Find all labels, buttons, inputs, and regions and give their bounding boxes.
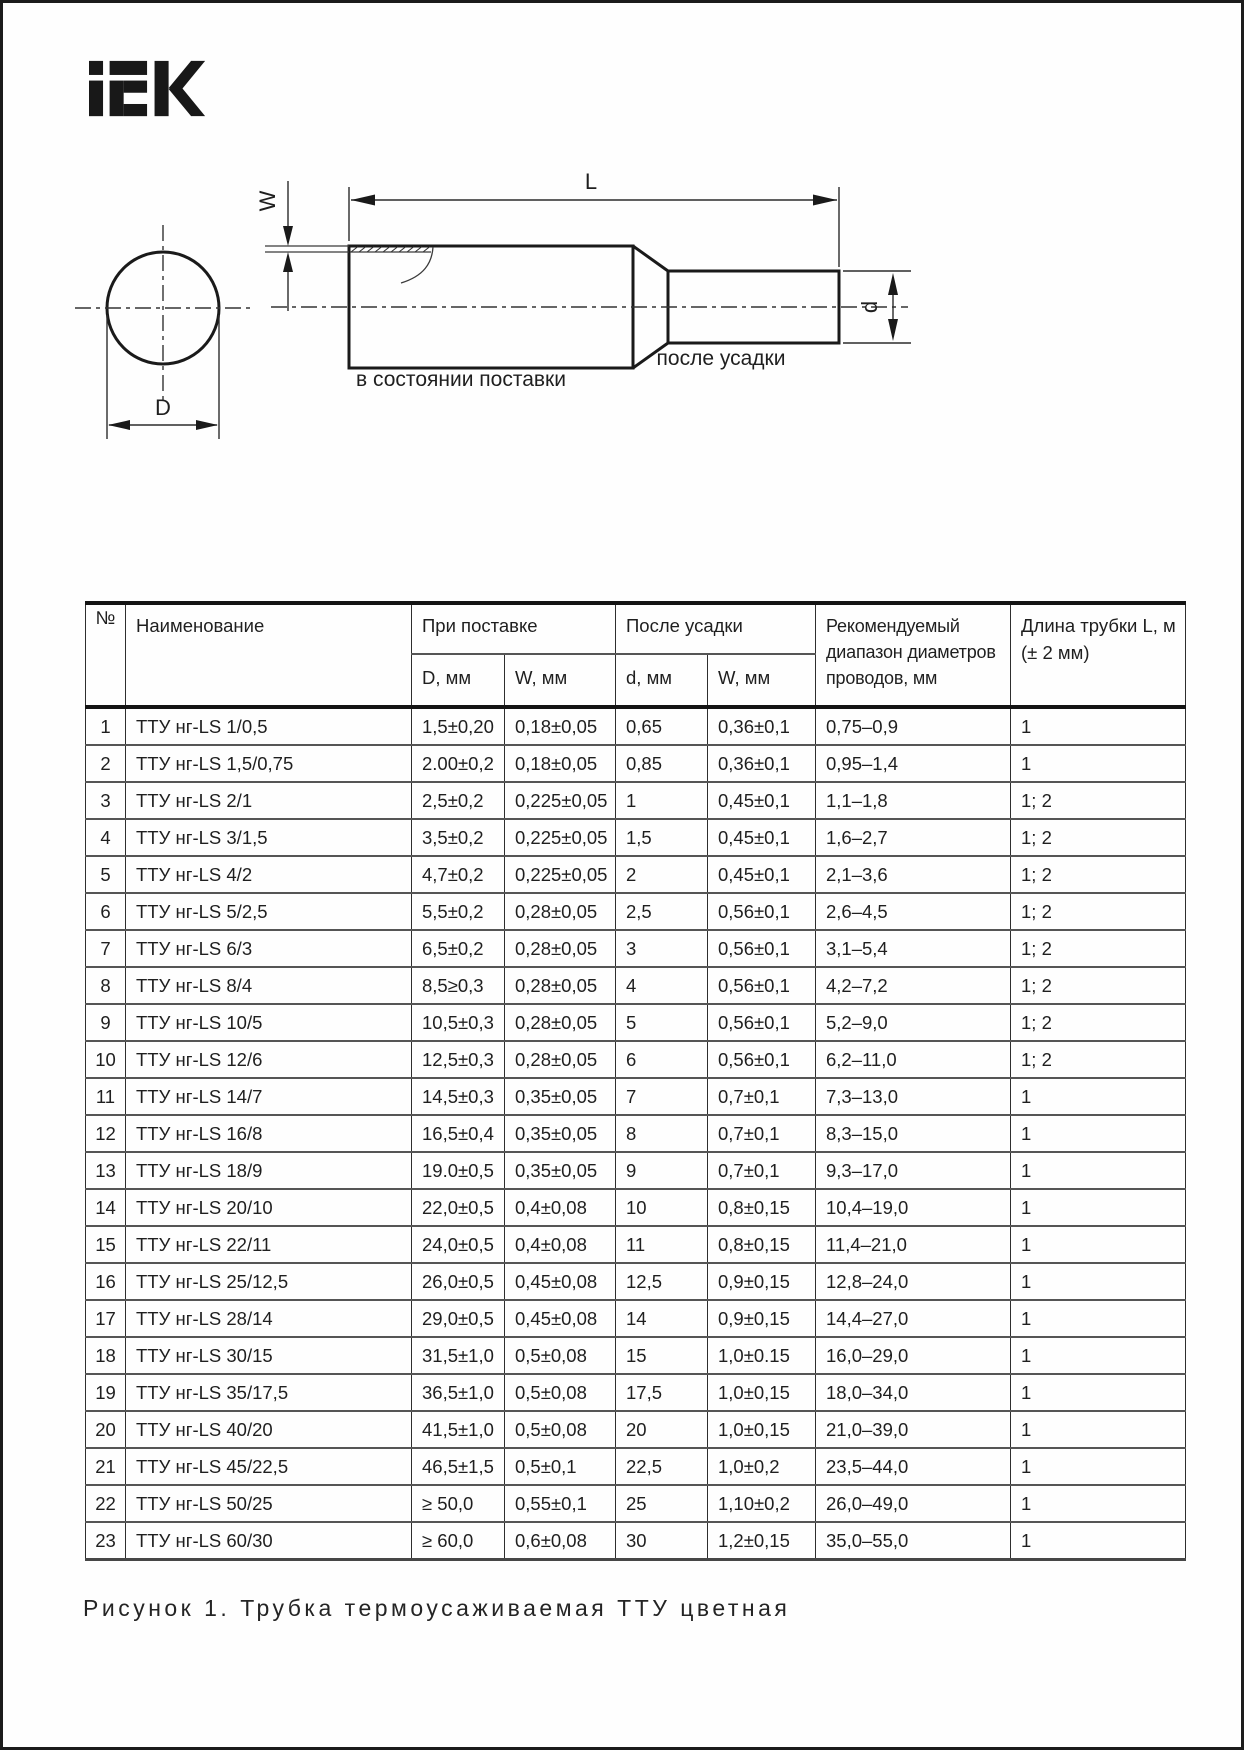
table-cell-W2: 1,10±0,2 xyxy=(708,1485,816,1522)
table-cell-name: ТТУ нг-LS 30/15 xyxy=(126,1337,412,1374)
table-cell-length: 1 xyxy=(1011,1189,1186,1226)
table-cell-W1: 0,28±0,05 xyxy=(505,1041,616,1078)
table-cell-W2: 0,36±0,1 xyxy=(708,707,816,745)
table-cell-range: 26,0–49,0 xyxy=(816,1485,1011,1522)
table-cell-num: 11 xyxy=(86,1078,126,1115)
table-cell-d: 2 xyxy=(616,856,708,893)
table-row xyxy=(86,745,1186,782)
table-cell-D: 22,0±0,5 xyxy=(412,1189,505,1226)
table-row xyxy=(86,1300,1186,1337)
header-num: № xyxy=(86,603,126,707)
table-cell-W1: 0,28±0,05 xyxy=(505,1004,616,1041)
header-D-mm: D, мм xyxy=(412,654,505,707)
table-cell-W1: 0,35±0,05 xyxy=(505,1078,616,1115)
table-cell-D: 29,0±0,5 xyxy=(412,1300,505,1337)
header-group-delivery: При поставке xyxy=(412,603,616,654)
spec-table-head xyxy=(86,603,1186,707)
table-cell-W1: 0,28±0,05 xyxy=(505,967,616,1004)
header-d-mm: d, мм xyxy=(616,654,708,707)
table-cell-W1: 0,18±0,05 xyxy=(505,745,616,782)
table-cell-W1: 0,4±0,08 xyxy=(505,1226,616,1263)
table-cell-W2: 0,7±0,1 xyxy=(708,1152,816,1189)
table-cell-range: 0,95–1,4 xyxy=(816,745,1011,782)
table-cell-D: 2.00±0,2 xyxy=(412,745,505,782)
table-cell-W2: 1,0±0,2 xyxy=(708,1448,816,1485)
table-cell-range: 11,4–21,0 xyxy=(816,1226,1011,1263)
table-row xyxy=(86,1078,1186,1115)
table-cell-W1: 0,5±0,08 xyxy=(505,1337,616,1374)
table-cell-d: 3 xyxy=(616,930,708,967)
table-row xyxy=(86,1337,1186,1374)
d-big-label: D xyxy=(155,395,171,420)
table-cell-length: 1 xyxy=(1011,1226,1186,1263)
table-cell-name: ТТУ нг-LS 60/30 xyxy=(126,1522,412,1560)
table-cell-W1: 0,5±0,08 xyxy=(505,1411,616,1448)
table-row xyxy=(86,1485,1186,1522)
table-cell-name: ТТУ нг-LS 35/17,5 xyxy=(126,1374,412,1411)
table-cell-D: 10,5±0,3 xyxy=(412,1004,505,1041)
table-cell-length: 1 xyxy=(1011,1300,1186,1337)
w-label: W xyxy=(255,190,280,212)
table-row xyxy=(86,1411,1186,1448)
table-cell-range: 1,1–1,8 xyxy=(816,782,1011,819)
table-cell-d: 15 xyxy=(616,1337,708,1374)
table-cell-d: 12,5 xyxy=(616,1263,708,1300)
table-cell-d: 25 xyxy=(616,1485,708,1522)
table-row xyxy=(86,1152,1186,1189)
table-cell-W2: 0,7±0,1 xyxy=(708,1078,816,1115)
table-cell-length: 1; 2 xyxy=(1011,782,1186,819)
table-cell-num: 10 xyxy=(86,1041,126,1078)
table-cell-W1: 0,45±0,08 xyxy=(505,1300,616,1337)
table-cell-W1: 0,18±0,05 xyxy=(505,707,616,745)
table-cell-range: 12,8–24,0 xyxy=(816,1263,1011,1300)
table-cell-length: 1 xyxy=(1011,1448,1186,1485)
table-cell-name: ТТУ нг-LS 1/0,5 xyxy=(126,707,412,745)
table-cell-W1: 0,6±0,08 xyxy=(505,1522,616,1560)
tube-diagram xyxy=(3,143,1244,473)
table-cell-D: 4,7±0,2 xyxy=(412,856,505,893)
header-group-after: После усадки xyxy=(616,603,816,654)
table-cell-num: 4 xyxy=(86,819,126,856)
taper-top xyxy=(633,246,668,271)
table-cell-range: 8,3–15,0 xyxy=(816,1115,1011,1152)
table-cell-W1: 0,35±0,05 xyxy=(505,1115,616,1152)
header-wire-range: Рекомендуемый диапазон диаметров проводов, мм xyxy=(816,603,1011,707)
table-cell-name: ТТУ нг-LS 10/5 xyxy=(126,1004,412,1041)
table-cell-W1: 0,45±0,08 xyxy=(505,1263,616,1300)
table-cell-name: ТТУ нг-LS 40/20 xyxy=(126,1411,412,1448)
table-cell-num: 6 xyxy=(86,893,126,930)
table-cell-name: ТТУ нг-LS 5/2,5 xyxy=(126,893,412,930)
table-cell-D: 8,5≥0,3 xyxy=(412,967,505,1004)
table-cell-name: ТТУ нг-LS 3/1,5 xyxy=(126,819,412,856)
table-cell-name: ТТУ нг-LS 2/1 xyxy=(126,782,412,819)
table-cell-d: 6 xyxy=(616,1041,708,1078)
table-row xyxy=(86,856,1186,893)
table-cell-length: 1 xyxy=(1011,1152,1186,1189)
table-cell-name: ТТУ нг-LS 1,5/0,75 xyxy=(126,745,412,782)
table-cell-name: ТТУ нг-LS 4/2 xyxy=(126,856,412,893)
table-cell-d: 11 xyxy=(616,1226,708,1263)
table-cell-W1: 0,35±0,05 xyxy=(505,1152,616,1189)
table-cell-num: 8 xyxy=(86,967,126,1004)
table-cell-range: 2,6–4,5 xyxy=(816,893,1011,930)
table-cell-name: ТТУ нг-LS 16/8 xyxy=(126,1115,412,1152)
table-cell-range: 7,3–13,0 xyxy=(816,1078,1011,1115)
spec-table xyxy=(85,601,1186,1561)
iek-logo xyxy=(89,59,207,119)
table-cell-W1: 0,5±0,08 xyxy=(505,1374,616,1411)
table-cell-D: 41,5±1,0 xyxy=(412,1411,505,1448)
table-cell-W2: 0,8±0,15 xyxy=(708,1189,816,1226)
table-cell-D: 12,5±0,3 xyxy=(412,1041,505,1078)
table-cell-length: 1; 2 xyxy=(1011,893,1186,930)
table-cell-num: 18 xyxy=(86,1337,126,1374)
table-cell-W2: 0,8±0,15 xyxy=(708,1226,816,1263)
table-cell-W2: 0,36±0,1 xyxy=(708,745,816,782)
table-cell-W2: 1,0±0,15 xyxy=(708,1374,816,1411)
table-cell-D: 3,5±0,2 xyxy=(412,819,505,856)
table-cell-W2: 1,0±0,15 xyxy=(708,1411,816,1448)
logo-letter-i xyxy=(89,61,103,116)
table-row xyxy=(86,1263,1186,1300)
table-cell-D: 1,5±0,20 xyxy=(412,707,505,745)
table-cell-num: 3 xyxy=(86,782,126,819)
table-cell-W1: 0,5±0,1 xyxy=(505,1448,616,1485)
table-cell-W2: 0,9±0,15 xyxy=(708,1300,816,1337)
table-cell-length: 1 xyxy=(1011,1522,1186,1560)
table-row xyxy=(86,930,1186,967)
table-cell-W1: 0,225±0,05 xyxy=(505,782,616,819)
table-cell-d: 2,5 xyxy=(616,893,708,930)
table-cell-name: ТТУ нг-LS 28/14 xyxy=(126,1300,412,1337)
table-cell-num: 5 xyxy=(86,856,126,893)
table-cell-d: 5 xyxy=(616,1004,708,1041)
table-cell-num: 12 xyxy=(86,1115,126,1152)
table-cell-length: 1; 2 xyxy=(1011,1041,1186,1078)
table-cell-num: 17 xyxy=(86,1300,126,1337)
table-cell-D: 19.0±0,5 xyxy=(412,1152,505,1189)
table-cell-num: 23 xyxy=(86,1522,126,1560)
table-cell-length: 1 xyxy=(1011,1263,1186,1300)
table-cell-length: 1 xyxy=(1011,1337,1186,1374)
table-cell-d: 4 xyxy=(616,967,708,1004)
table-cell-num: 15 xyxy=(86,1226,126,1263)
table-cell-W2: 0,56±0,1 xyxy=(708,1004,816,1041)
table-cell-d: 14 xyxy=(616,1300,708,1337)
table-row xyxy=(86,782,1186,819)
table-cell-num: 22 xyxy=(86,1485,126,1522)
table-row xyxy=(86,819,1186,856)
table-cell-name: ТТУ нг-LS 50/25 xyxy=(126,1485,412,1522)
table-cell-range: 14,4–27,0 xyxy=(816,1300,1011,1337)
table-cell-W2: 1,0±0.15 xyxy=(708,1337,816,1374)
table-cell-range: 9,3–17,0 xyxy=(816,1152,1011,1189)
table-cell-W1: 0,225±0,05 xyxy=(505,856,616,893)
table-cell-name: ТТУ нг-LS 20/10 xyxy=(126,1189,412,1226)
table-cell-num: 9 xyxy=(86,1004,126,1041)
table-row xyxy=(86,1115,1186,1152)
table-row xyxy=(86,1041,1186,1078)
table-cell-name: ТТУ нг-LS 25/12,5 xyxy=(126,1263,412,1300)
table-cell-D: 31,5±1,0 xyxy=(412,1337,505,1374)
table-cell-W2: 0,7±0,1 xyxy=(708,1115,816,1152)
table-cell-range: 10,4–19,0 xyxy=(816,1189,1011,1226)
table-cell-d: 10 xyxy=(616,1189,708,1226)
table-cell-D: ≥ 50,0 xyxy=(412,1485,505,1522)
logo-letter-k xyxy=(155,61,206,116)
table-cell-range: 5,2–9,0 xyxy=(816,1004,1011,1041)
table-cell-name: ТТУ нг-LS 22/11 xyxy=(126,1226,412,1263)
table-row xyxy=(86,967,1186,1004)
table-cell-name: ТТУ нг-LS 12/6 xyxy=(126,1041,412,1078)
table-cell-range: 21,0–39,0 xyxy=(816,1411,1011,1448)
table-cell-d: 30 xyxy=(616,1522,708,1560)
table-cell-num: 19 xyxy=(86,1374,126,1411)
table-cell-D: 5,5±0,2 xyxy=(412,893,505,930)
table-cell-W2: 0,45±0,1 xyxy=(708,782,816,819)
figure-caption: Рисунок 1. Трубка термоусаживаемая ТТУ цветная xyxy=(83,1595,791,1621)
table-cell-d: 8 xyxy=(616,1115,708,1152)
table-cell-name: ТТУ нг-LS 18/9 xyxy=(126,1152,412,1189)
table-cell-D: 14,5±0,3 xyxy=(412,1078,505,1115)
table-cell-W1: 0,225±0,05 xyxy=(505,819,616,856)
table-row xyxy=(86,707,1186,745)
table-cell-length: 1 xyxy=(1011,1374,1186,1411)
table-cell-num: 7 xyxy=(86,930,126,967)
table-cell-range: 1,6–2,7 xyxy=(816,819,1011,856)
table-cell-num: 16 xyxy=(86,1263,126,1300)
table-cell-range: 35,0–55,0 xyxy=(816,1522,1011,1560)
table-cell-length: 1 xyxy=(1011,707,1186,745)
table-cell-D: 26,0±0,5 xyxy=(412,1263,505,1300)
table-cell-D: 24,0±0,5 xyxy=(412,1226,505,1263)
table-cell-range: 23,5–44,0 xyxy=(816,1448,1011,1485)
table-cell-d: 17,5 xyxy=(616,1374,708,1411)
table-cell-W2: 0,45±0,1 xyxy=(708,856,816,893)
table-cell-num: 13 xyxy=(86,1152,126,1189)
table-cell-num: 20 xyxy=(86,1411,126,1448)
logo-letter-e xyxy=(110,61,147,116)
table-cell-d: 0,85 xyxy=(616,745,708,782)
table-cell-length: 1; 2 xyxy=(1011,930,1186,967)
table-cell-W2: 0,56±0,1 xyxy=(708,893,816,930)
shrunk-state-caption: после усадки xyxy=(656,347,786,370)
table-cell-name: ТТУ нг-LS 45/22,5 xyxy=(126,1448,412,1485)
supplied-state-caption: в состоянии поставки xyxy=(356,368,566,391)
table-cell-range: 3,1–5,4 xyxy=(816,930,1011,967)
table-cell-num: 14 xyxy=(86,1189,126,1226)
table-cell-W2: 0,9±0,15 xyxy=(708,1263,816,1300)
table-cell-name: ТТУ нг-LS 14/7 xyxy=(126,1078,412,1115)
table-cell-D: 46,5±1,5 xyxy=(412,1448,505,1485)
table-cell-name: ТТУ нг-LS 6/3 xyxy=(126,930,412,967)
table-cell-length: 1; 2 xyxy=(1011,1004,1186,1041)
table-cell-d: 1,5 xyxy=(616,819,708,856)
table-row xyxy=(86,1189,1186,1226)
table-cell-range: 16,0–29,0 xyxy=(816,1337,1011,1374)
table-cell-d: 9 xyxy=(616,1152,708,1189)
table-cell-W2: 0,56±0,1 xyxy=(708,930,816,967)
table-cell-length: 1 xyxy=(1011,1485,1186,1522)
table-cell-length: 1; 2 xyxy=(1011,856,1186,893)
table-cell-d: 0,65 xyxy=(616,707,708,745)
table-cell-num: 1 xyxy=(86,707,126,745)
table-cell-length: 1 xyxy=(1011,1078,1186,1115)
table-cell-length: 1; 2 xyxy=(1011,967,1186,1004)
table-row xyxy=(86,1004,1186,1041)
table-cell-W1: 0,28±0,05 xyxy=(505,930,616,967)
table-cell-range: 0,75–0,9 xyxy=(816,707,1011,745)
header-W-mm-supplied: W, мм xyxy=(505,654,616,707)
table-cell-num: 2 xyxy=(86,745,126,782)
table-cell-range: 18,0–34,0 xyxy=(816,1374,1011,1411)
table-cell-W2: 0,56±0,1 xyxy=(708,967,816,1004)
header-tube-length: Длина трубки L, м (± 2 мм) xyxy=(1011,603,1186,707)
w-dimension xyxy=(255,181,349,311)
table-row xyxy=(86,1226,1186,1263)
table-row xyxy=(86,1448,1186,1485)
table-cell-D: 2,5±0,2 xyxy=(412,782,505,819)
table-cell-D: ≥ 60,0 xyxy=(412,1522,505,1560)
table-cell-num: 21 xyxy=(86,1448,126,1485)
table-cell-W1: 0,55±0,1 xyxy=(505,1485,616,1522)
table-cell-W2: 1,2±0,15 xyxy=(708,1522,816,1560)
table-row xyxy=(86,893,1186,930)
table-cell-W1: 0,28±0,05 xyxy=(505,893,616,930)
spec-table-body xyxy=(86,707,1186,1560)
header-name: Наименование xyxy=(126,603,412,707)
table-cell-d: 20 xyxy=(616,1411,708,1448)
table-cell-W1: 0,4±0,08 xyxy=(505,1189,616,1226)
table-cell-range: 6,2–11,0 xyxy=(816,1041,1011,1078)
table-cell-range: 2,1–3,6 xyxy=(816,856,1011,893)
table-cell-name: ТТУ нг-LS 8/4 xyxy=(126,967,412,1004)
l-label: L xyxy=(584,169,598,194)
table-cell-length: 1 xyxy=(1011,1411,1186,1448)
table-cell-d: 7 xyxy=(616,1078,708,1115)
table-cell-length: 1; 2 xyxy=(1011,819,1186,856)
table-cell-d: 22,5 xyxy=(616,1448,708,1485)
table-cell-length: 1 xyxy=(1011,1115,1186,1152)
table-cell-D: 16,5±0,4 xyxy=(412,1115,505,1152)
table-cell-W2: 0,45±0,1 xyxy=(708,819,816,856)
table-cell-range: 4,2–7,2 xyxy=(816,967,1011,1004)
table-cell-D: 6,5±0,2 xyxy=(412,930,505,967)
table-cell-D: 36,5±1,0 xyxy=(412,1374,505,1411)
table-row xyxy=(86,1522,1186,1560)
header-W-mm-shrunk: W, мм xyxy=(708,654,816,707)
d-small-label: d xyxy=(857,300,882,314)
table-row xyxy=(86,1374,1186,1411)
table-cell-length: 1 xyxy=(1011,745,1186,782)
table-cell-W2: 0,56±0,1 xyxy=(708,1041,816,1078)
table-cell-d: 1 xyxy=(616,782,708,819)
